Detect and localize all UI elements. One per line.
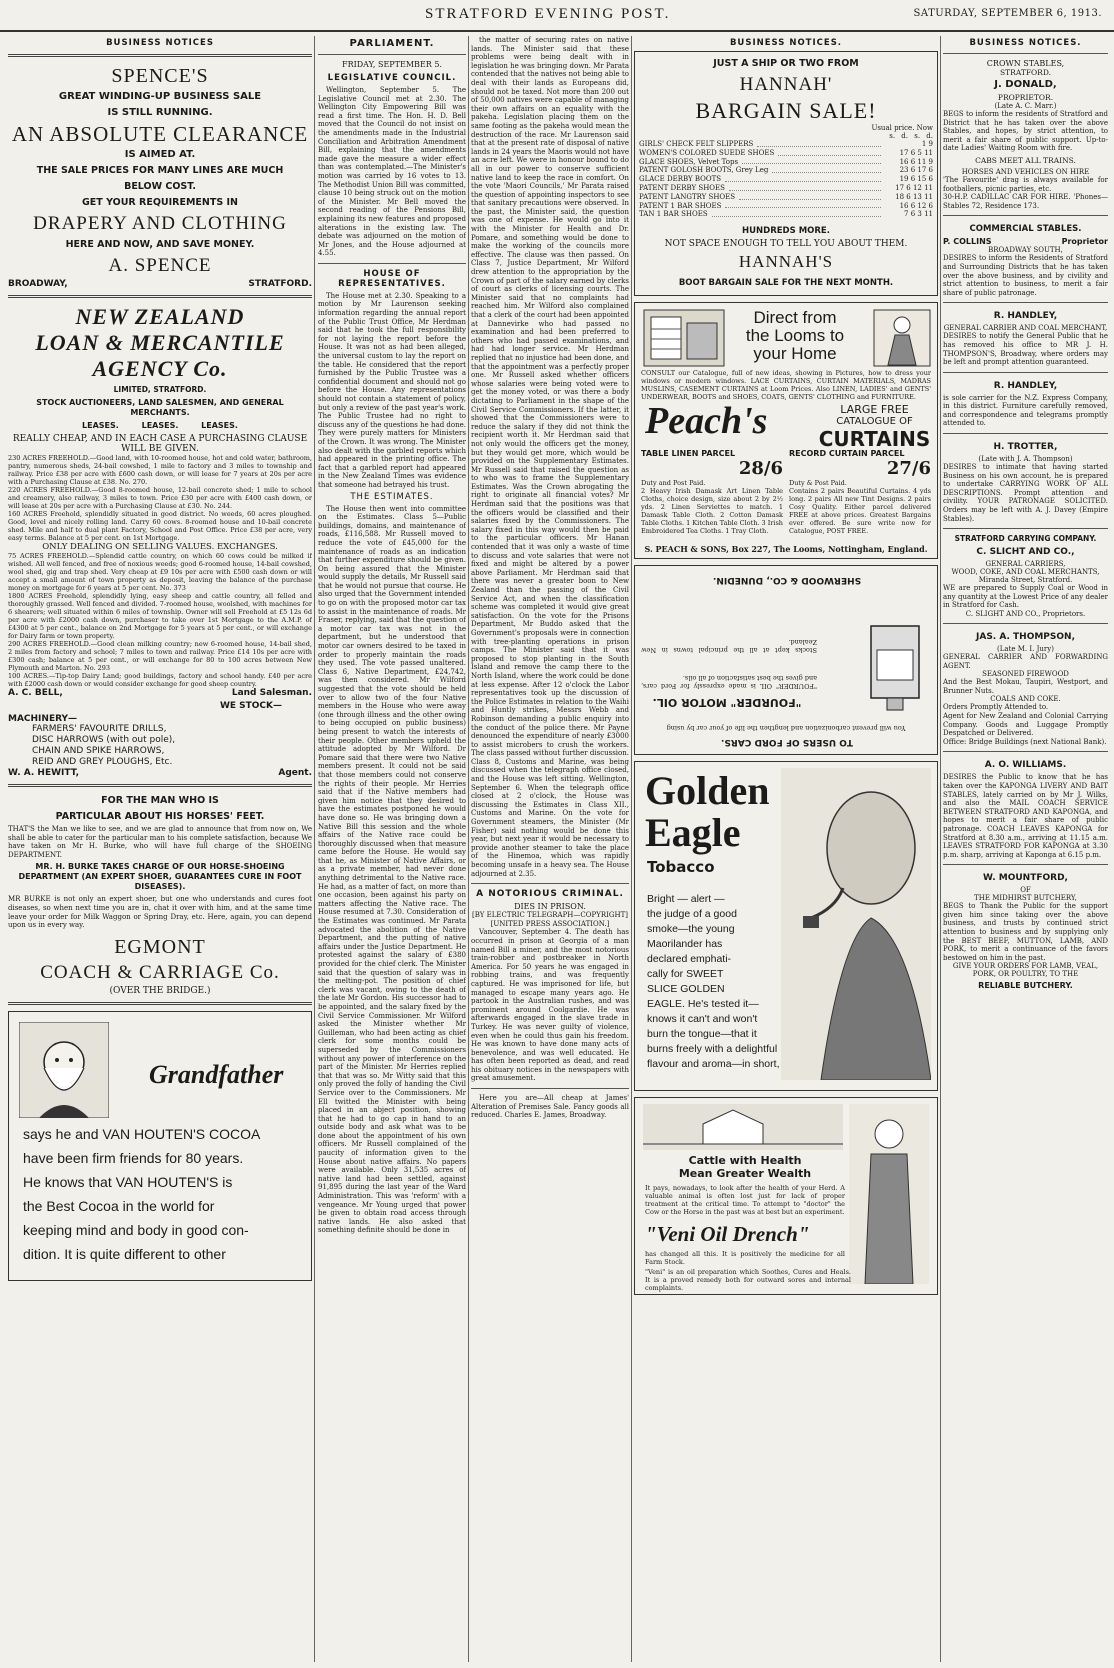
horse-heading: FOR THE MAN WHO IS bbox=[101, 795, 219, 806]
crown-cabs: CABS MEET ALL TRAINS. bbox=[975, 155, 1076, 165]
veni-body: has changed all this. It is positively the medicine for all Farm Stock. bbox=[645, 1250, 845, 1267]
nzl-listing: 75 ACRES FREEHOLD.—Splendid cattle country, on which 60 cows could be milked if wished. All well fenced, and free of noxious weeds; good 6-roomed house, 14-bail cowshed, wool shed, gig and trap shed. Very cheap at £9 10s per acre with £500 cash down or will accept a small amount of town property as deposit, leaving the balance of the purchase money on mortgage for 6 years at 5 per cent. No. 373 bbox=[8, 552, 312, 592]
eagle-line: burn the tongue—that it bbox=[647, 1028, 757, 1041]
criminal-heading: A NOTORIOUS CRIMINAL. bbox=[476, 889, 624, 900]
oil-can-illustration bbox=[863, 622, 927, 714]
nzl-title: AGENCY Co. bbox=[92, 356, 228, 381]
thompson-body: And the Best Mokau, Taupiri, Westport, and Brunner Nuts. bbox=[943, 678, 1108, 695]
price-values bbox=[885, 149, 933, 158]
price-values bbox=[885, 184, 933, 193]
spence-address bbox=[8, 279, 312, 289]
parliament-header: PARLIAMENT. bbox=[349, 38, 435, 49]
thompson-office: Office: Bridge Buildings (next National Bank). bbox=[943, 737, 1107, 746]
machinery: MACHINERY— bbox=[8, 714, 78, 724]
mountford-name: W. MOUNTFORD, bbox=[983, 873, 1068, 884]
commercial-body: DESIRES to inform the Residents of Stratford and Surrounding Districts that he has taken over the above business, and by civility and strict attention to business, to merit a fair share of public patronage. bbox=[943, 254, 1108, 297]
divider bbox=[8, 295, 312, 298]
agent-role: Land Salesman. bbox=[231, 688, 312, 698]
hannah-more: HUNDREDS MORE. bbox=[742, 226, 830, 237]
loom-icon bbox=[643, 309, 725, 367]
farmer-icon bbox=[849, 1104, 929, 1284]
column-2 bbox=[318, 36, 466, 1662]
divider bbox=[471, 883, 629, 884]
hannah-sale: BARGAIN SALE! bbox=[695, 98, 877, 123]
bridge-note: (OVER THE BRIDGE.) bbox=[109, 985, 211, 996]
thompson-name: JAS. A. THOMPSON, bbox=[976, 632, 1075, 642]
usual-price: 17 6 bbox=[899, 148, 916, 157]
grandfather-line: dition. It is quite different to other bbox=[23, 1245, 226, 1262]
eagle-line: burns freely with a delightful bbox=[647, 1043, 778, 1056]
spence-clearance: AN ABSOLUTE CLEARANCE bbox=[11, 122, 309, 146]
eagle-line: EAGLE. He's tested it— bbox=[647, 998, 759, 1011]
price-item-name: GLACE SHOES, Velvet Tops bbox=[639, 157, 739, 166]
nzl-title: NEW ZEALAND bbox=[75, 304, 245, 329]
veni-heading bbox=[645, 1154, 845, 1180]
spence-line: IS STILL RUNNING. bbox=[107, 107, 213, 118]
divider bbox=[943, 302, 1108, 303]
nzl-leases: LEASES. LEASES. LEASES. bbox=[82, 421, 238, 430]
now-price: 5 11 bbox=[917, 148, 933, 157]
leader-dots bbox=[772, 166, 881, 173]
price-values bbox=[885, 175, 933, 184]
linen-parcel bbox=[641, 449, 783, 535]
price-row bbox=[639, 202, 933, 211]
price-item-name: PATENT 1 BAR SHOES bbox=[639, 201, 722, 210]
eagle-copy bbox=[647, 892, 807, 1072]
usual-price: 7 6 bbox=[904, 210, 916, 219]
eagle-title-line: Eagle bbox=[645, 810, 741, 856]
hannah-name: HANNAH'S bbox=[738, 252, 834, 272]
column-divider bbox=[468, 36, 469, 1662]
divider bbox=[943, 372, 1108, 373]
usual-price: 17 6 bbox=[895, 183, 911, 192]
spence-line: THE SALE PRICES FOR MANY LINES ARE MUCH bbox=[36, 165, 284, 176]
nzl-signature bbox=[8, 688, 312, 698]
price-row bbox=[639, 140, 933, 149]
commercial-location: BROADWAY SOUTH, bbox=[988, 246, 1063, 255]
price-row bbox=[639, 149, 933, 158]
horse-advert bbox=[8, 793, 312, 996]
commercial-name: P. COLLINS bbox=[943, 237, 992, 247]
veni-heading-line: Mean Greater Wealth bbox=[678, 1167, 812, 1181]
usual-price: 16 6 bbox=[899, 157, 916, 166]
handley-body: is sole carrier for the N.Z. Express Company, in this district. Furniture carefully removed, and correspondence and telegrams promptly attended to. bbox=[943, 393, 1108, 428]
spence-name: SPENCE'S bbox=[111, 65, 209, 87]
machinery-item: CHAIN AND SPIKE HARROWS, bbox=[32, 746, 165, 756]
horse-heading: PARTICULAR ABOUT HIS HORSES' FEET. bbox=[55, 811, 265, 822]
peach-consult: CONSULT our Catalogue, full of new ideas, showing in Pictures, how to dress your windows or modern windows. LACE CURTAINS, CURTAIN MATERIALS, MADRAS MUSLINS, CASEMENT CURTAINS at Loom Prices. Also LINEN, LADIES' and GENTS' UNDERWEAR, BOOTS and SHOES, COATS, GENTS' CLOTHING and FURNITURE. bbox=[641, 369, 931, 402]
slicht-name: C. SLICHT AND CO., bbox=[976, 547, 1075, 558]
slicht-body: WE are prepared to Supply Coal or Wood in any quantity at the Lowest Price of any dealer in Stratford for Cash. bbox=[943, 584, 1108, 610]
thompson-firewood: SEASONED FIREWOOD bbox=[982, 670, 1069, 679]
nzl-title: LOAN & MERCANTILE bbox=[35, 330, 285, 355]
price-item-name: GLACE DERBY BOOTS bbox=[639, 175, 722, 184]
now-price: 15 6 bbox=[917, 175, 933, 184]
price-item-name: GIRLS' CHECK FELT SLIPPERS bbox=[639, 140, 754, 148]
record-title: RECORD CURTAIN PARCEL bbox=[789, 449, 905, 459]
masthead-rule bbox=[0, 30, 1114, 32]
eagle-tobacco: Tobacco bbox=[647, 858, 715, 877]
column-divider bbox=[631, 36, 632, 1662]
hannah-space: NOT SPACE ENOUGH TO TELL YOU ABOUT THEM. bbox=[664, 239, 908, 250]
leader-dots bbox=[739, 193, 881, 200]
handley-body: DESIRES to notify the General Public that he has removed his office to MR J. H. THOMPSON'S, Broadway, where orders may be left and prompt attention guaranteed. bbox=[943, 332, 1108, 367]
spence-drapery: DRAPERY AND CLOTHING bbox=[33, 213, 287, 234]
thompson-body: Orders Promptly Attended to. bbox=[943, 703, 1049, 712]
divider bbox=[943, 433, 1108, 434]
ford-advert bbox=[634, 565, 938, 755]
slicht-signature: C. SLIGHT AND CO., Proprietors. bbox=[965, 610, 1086, 618]
leader-dots bbox=[725, 202, 881, 209]
agent-name: A. C. BELL, bbox=[8, 688, 63, 698]
spence-advert bbox=[8, 63, 312, 289]
loom-illustration bbox=[643, 309, 725, 367]
farm-house-icon bbox=[643, 1104, 843, 1150]
price-row bbox=[639, 184, 933, 193]
article-text: Wellington, September 5. The Legislative Council met at 2.30. The Wellington City Empowering Bill was read a first time. The Hon. H. D. Bell moved that the Council do not insist on the amendments made in the Industrial Conciliation and Arbitration Amendment Bill, explaining that the amendments made gave the measure a wider effect than was contemplated.—The Minister's motion was carried by 16 votes to 13. The Methodist Union Bill was committed, clause 10 being struck out on the motion of the Minister. Mr Bell moved the second reading of the Pensions Bill, explaining its new features and proposed alterations in the existing law. The debate was adjourned on the motion of Mr Jones, and the House adjourned at 4.55. bbox=[318, 86, 466, 258]
usual-price: 18 6 bbox=[895, 192, 911, 201]
crown-role: PROPRIETOR. bbox=[997, 93, 1054, 102]
article-text: Vancouver, September 4. The death has occurred in prison at Georgia of a man named Bill a miner, and the most notorious train-robber and postbreaker in North America. For 50 years he was engaged in robbing trains, and was frequently captured. He was imprisoned for life, but managed to escape many years ago. He partook in the Australian rushes, and was prominent around Coolgardie. He was afterwards engaged in the slave trade in Turkey. He was never guilty of violence, even when he could thus gain his freedom. He was known to have done many acts of benevolence, and was well educated. He has often been reported as dead, and read his obituary notices in the newspapers with great amusement. bbox=[471, 928, 629, 1083]
price-item-name: PATENT DERBY SHOES bbox=[639, 183, 725, 192]
spence-line: GET YOUR REQUIREMENTS IN bbox=[82, 197, 238, 208]
trotter-name: H. TROTTER, bbox=[993, 442, 1058, 453]
price-values bbox=[885, 158, 933, 167]
handley-name: R. HANDLEY, bbox=[993, 380, 1058, 391]
parliament-date: FRIDAY, SEPTEMBER 5. bbox=[342, 60, 442, 69]
mountford-of: OF bbox=[1020, 886, 1031, 895]
eagle-line: Maorilander has bbox=[647, 938, 723, 951]
mountford-signature: RELIABLE BUTCHERY. bbox=[978, 981, 1073, 991]
eagle-line: SLICE GOLDEN bbox=[647, 983, 725, 996]
direct-line: Direct from bbox=[753, 308, 837, 328]
parliament-subheading: HOUSE OF REPRESENTATIVES. bbox=[338, 268, 446, 289]
agent-name: W. A. HEWITT, bbox=[8, 768, 80, 778]
spence-address-right: STRATFORD. bbox=[248, 279, 312, 289]
commercial-heading: COMMERCIAL STABLES. bbox=[969, 224, 1082, 235]
trotter-body: DESIRES to intimate that having started Business on his own account, he is prepared to undertake CARRYING WORK OF ALL DESCRIPTIONS. Prompt attention and civility. YOUR PATRONAGE SOLICITED. Orders may be left with A. J. Davey (Empire Stables). bbox=[943, 463, 1108, 523]
price-values bbox=[885, 202, 933, 211]
egmont-title: EGMONT bbox=[114, 935, 206, 958]
nzl-cheap: REALLY CHEAP, AND IN EACH CASE A PURCHASING CLAUSE WILL BE GIVEN. bbox=[12, 434, 308, 454]
divider bbox=[943, 53, 1108, 54]
column-3 bbox=[471, 36, 629, 1662]
spence-line: GREAT WINDING-UP BUSINESS SALE bbox=[58, 91, 262, 102]
direct-headline bbox=[735, 309, 855, 363]
williams-body: DESIRES the Public to know that he has taken over the KAPONGA LIVERY AND BAIT STABLES, lately carried on by Mr J. Wilks, and also the MAIL COACH SERVICE BETWEEN STRATFORD AND KAPONGA, and hopes to merit a fair share of public patronage. COACH LEAVES KAPONGA for Stratford at 8.30 a.m., arriving at 11.15 a.m. LEAVES STRATFORD FOR KAPONGA at 3.30 p.m. sharp, arriving at Kaponga at 6.15 p.m. bbox=[943, 773, 1108, 859]
horse-body: MR BURKE is not only an expert shoer, but one who understands and cures foot diseases, so when next time you are in, chat it over with him, and at the same time leave your order for Milk Waggon or Spring Dray, etc. Here, again, you can depend upon us in every way. bbox=[8, 895, 312, 930]
commercial-name-row bbox=[943, 237, 1108, 246]
divider bbox=[8, 54, 312, 57]
nzl-listing: 220 ACRES FREEHOLD.—Good 8-roomed house, 12-bail concrete shed; 1 mile to school and creamery, also railway, 3 miles to town. Price £30 per acre with £400 cash down, or will lease at 20s per acre with a Purchasing Clause at £30. No. 244. bbox=[8, 486, 312, 510]
leader-dots bbox=[725, 175, 881, 182]
column-header: BUSINESS NOTICES. bbox=[969, 38, 1082, 48]
divider bbox=[943, 215, 1108, 216]
ford-maker: SHERWOOD & CO., DUNEDIN. bbox=[712, 575, 862, 586]
slicht-location: Miranda Street, Stratford. bbox=[978, 576, 1073, 585]
criminal-byline: [BY ELECTRIC TELEGRAPH—COPYRIGHT] [UNITED PRESS ASSOCIATION.] bbox=[472, 911, 628, 928]
column-header: BUSINESS NOTICES bbox=[106, 38, 214, 48]
peach-catalogue bbox=[817, 403, 932, 451]
price-item-name: WOMEN'S COLORED SUEDE SHOES bbox=[639, 148, 775, 157]
now-price: 13 11 bbox=[912, 192, 933, 201]
column-5 bbox=[943, 36, 1108, 1662]
price-values bbox=[885, 210, 933, 219]
usual-price: 19 6 bbox=[899, 175, 916, 184]
record-parcel bbox=[789, 449, 931, 535]
article-text: Here you are—All cheap at James' Alteration of Premises Sale. Fancy goods all reduced. Charles E. James, Broadway. bbox=[471, 1094, 629, 1120]
horse-body: THAT'S the Man we like to see, and we are glad to announce that from now on, We shall be able to cater for the particular man to his complete satisfaction, because We have taken on Mr H. Burke, who will have full charge of the SHOEING DEPARTMENT. bbox=[8, 825, 312, 859]
mountford-cta: GIVE YOUR ORDERS FOR LAMB, VEAL, PORK, OR POULTRY, TO THE bbox=[952, 962, 1099, 979]
williams-name: A. O. WILLIAMS. bbox=[984, 760, 1067, 771]
nzl-listing: 100 ACRES.—Tip-top Dairy Land; good buildings, factory and school handy. £40 per acre with £2000 cash down or would consider exchange for good sheep country. bbox=[8, 672, 312, 688]
grandfather-text bbox=[23, 1122, 303, 1266]
ford-line: "FOURDER" OIL is made expressly for Ford cars, and gives the best satisfaction of all oils. bbox=[641, 674, 817, 691]
nzl-listing: 1800 ACRES Freehold, splendidly lying, easy sheep and cattle country, all felled and thoroughly grassed. Well fenced and divided. 7-roomed house, woolshed, with machines for 6 shearers; well situated within 6 miles of township. Owner will sell Freehold at £5 12s 6d per acre with £2000 cash down, purchaser to take over 1st Mortgage to the A.M.P. of £4300 at 5 per cent., balance on 2nd Mortgage for 5 years at 5 per cent., or will exchange for Dairy farm or town property. bbox=[8, 592, 312, 640]
divider bbox=[943, 864, 1108, 865]
now-price: 17 6 bbox=[917, 166, 933, 175]
grandfather-advert bbox=[8, 1011, 312, 1281]
now-price: 12 6 bbox=[917, 201, 933, 210]
column-header: BUSINESS NOTICES. bbox=[729, 38, 843, 48]
now-price: 11 9 bbox=[917, 157, 933, 166]
thompson-body: Agent for New Zealand and Colonial Carrying Company. Goods and Luggage Promptly Despatched or Delivered. bbox=[943, 711, 1108, 738]
peach-brand: Peach's bbox=[645, 400, 768, 443]
price-row bbox=[639, 158, 933, 167]
slicht-role: GENERAL CARRIERS, bbox=[985, 560, 1066, 569]
article-text: The House met at 2.30. Speaking to a motion by Mr Laurenson seeking information regarding the annual report of the Public Trust Office, Mr Herdman said that he took the full responsibility for not laying the report before the House. It was not as had been alleged, the universal custom to lay the report on the table. He considered that the report furnished by the Public Trustee was a confidential document and should not go before the House. Any representations should not contain a statement of policy, but only a review of the past year's work. The Public Trustee had no right to discuss any of the questions he had done. They were purely matters for Ministers of the Crown. It was wrong. The Minister also dealt with the garbled reports which had appeared in the printing office. The fact that a garbled report had appeared in the New Zealand Times was evidence that someone had betrayed his trust. bbox=[318, 291, 466, 489]
leader-dots bbox=[712, 210, 881, 217]
newspaper-title: STRATFORD EVENING POST. bbox=[425, 6, 671, 22]
divider bbox=[943, 528, 1108, 529]
grandfather-line: says he and VAN HOUTEN'S COCOA bbox=[23, 1125, 261, 1142]
parliament-subheading: THE ESTIMATES. bbox=[350, 491, 434, 502]
hannah-name: HANNAH' bbox=[739, 74, 833, 95]
divider bbox=[8, 784, 312, 787]
ford-line: Stocks kept at all the principal towns in New Zealand. bbox=[641, 638, 817, 655]
eagle-line: smoke—the young bbox=[647, 923, 735, 936]
nzl-stock: STOCK AUCTIONEERS, LAND SALESMEN, AND GENERAL MERCHANTS. bbox=[36, 398, 284, 417]
parliament-subheading: LEGISLATIVE COUNCIL. bbox=[327, 73, 457, 83]
hewitt-signature bbox=[8, 768, 312, 778]
price-values bbox=[885, 140, 933, 149]
ford-line: You will prevent carbonization and lengthen the life of your car by using bbox=[666, 724, 906, 733]
spence-line: IS AIMED AT. bbox=[124, 149, 196, 160]
farmer-illustration bbox=[849, 1104, 929, 1284]
catalogue-curtains: CURTAINS bbox=[818, 427, 931, 452]
spence-line: HERE AND NOW, AND SAVE MONEY. bbox=[65, 239, 255, 250]
linen-body: 2 Heavy Irish Damask Art Linen Table Cloths, choice design, size about 2 by 2½ yds. 2 Linen Serviettes to match. 1 Damask Table Cloth. 2 Cotton Damask Table Cloths. 1 Kitchen Table Cloth. 3 Irish Embroidered Tea Cloths. 1 Tray Cloth. bbox=[641, 487, 783, 536]
column-divider bbox=[940, 36, 941, 1662]
commercial-role: Proprietor bbox=[1061, 237, 1108, 247]
grandfather-line: the Best Cocoa in the world for bbox=[23, 1197, 215, 1214]
column-divider bbox=[314, 36, 315, 1662]
column-1 bbox=[8, 36, 312, 1662]
peach-footer: S. PEACH & SONS, Box 227, The Looms, Nottingham, England. bbox=[644, 544, 928, 555]
spence-line: BELOW COST. bbox=[124, 181, 196, 192]
divider bbox=[8, 1002, 312, 1005]
trotter-late: (Late with J. A. Thompson) bbox=[978, 455, 1073, 464]
price-values bbox=[885, 166, 933, 175]
crown-cadillac: 30-H.P. CADILLAC CAR FOR HIRE. 'Phones—Stables 72, Residence 173. bbox=[943, 193, 1108, 210]
catalogue-line: LARGE FREE bbox=[840, 403, 909, 417]
price-item-name: TAN 1 BAR SHOES bbox=[639, 210, 708, 219]
crown-horses: HORSES AND VEHICLES ON HIRE bbox=[961, 167, 1090, 176]
now-price: 12 11 bbox=[912, 183, 933, 192]
farm-illustration bbox=[643, 1104, 843, 1150]
issue-date: SATURDAY, SEPTEMBER 6, 1913. bbox=[913, 8, 1102, 19]
eagle-line: flavour and aroma—in short, bbox=[647, 1058, 780, 1071]
machinery-item: REID AND GREY PLOUGHS, Etc. bbox=[32, 757, 173, 767]
grandfather-line: He knows that VAN HOUTEN'S is bbox=[23, 1173, 233, 1190]
crown-body: BEGS to inform the residents of Stratford and District that he has taken over the above Stables, and hopes, by strict attention, to merit a fair share of public support. Up-to-date Ladies' Waiting Room with fire. bbox=[943, 110, 1108, 153]
thompson-body: GENERAL CARRIER AND FORWARDING AGENT. bbox=[943, 653, 1108, 670]
now-price: 1 9 bbox=[921, 140, 933, 148]
peach-advert bbox=[634, 302, 938, 559]
divider bbox=[943, 623, 1108, 624]
leader-dots bbox=[778, 149, 881, 156]
criminal-subheading: DIES IN PRISON. bbox=[514, 902, 586, 912]
catalogue-line: CATALOGUE OF bbox=[836, 416, 913, 428]
nzl-limited: LIMITED, STRATFORD. bbox=[113, 385, 207, 394]
nzl-listing: 230 ACRES FREEHOLD.—Good land, with 10-roomed house, hot and cold water, bathroom, pantry, numerous sheds, 24-bail cowshed, 1 mile to factory and 3 miles to township and railway. Price £38 per acre with £600 cash down, or will lease for 7 years at 20s per acre with a Purchasing Clause at £38. No. 270. bbox=[8, 454, 312, 486]
linen-price: 28/6 bbox=[738, 458, 783, 480]
price-item-name: PATENT LANGTRY SHOES bbox=[639, 192, 736, 201]
masthead bbox=[0, 6, 1114, 32]
golden-eagle-advert bbox=[634, 761, 938, 1091]
crown-location: STRATFORD. bbox=[1000, 68, 1051, 77]
divider bbox=[943, 751, 1108, 752]
column-4 bbox=[634, 36, 938, 1662]
leader-dots bbox=[729, 184, 881, 191]
veni-heading-line: Cattle with Health bbox=[688, 1154, 802, 1168]
divider bbox=[318, 263, 466, 264]
machinery-list bbox=[8, 724, 312, 768]
ford-title: TO USERS OF FORD CARS. bbox=[720, 737, 854, 748]
now-price: 3 11 bbox=[917, 210, 933, 219]
eagle-line: the judge of a good bbox=[647, 908, 737, 921]
record-price: 27/6 bbox=[886, 458, 931, 480]
leader-dots bbox=[742, 158, 881, 165]
linen-sub: Duty and Post Paid. bbox=[641, 479, 706, 488]
handley-role: GENERAL CARRIER AND COAL MERCHANT, bbox=[943, 324, 1108, 333]
burke-heading: MR. H. BURKE TAKES CHARGE OF OUR HORSE-SHOEING DEPARTMENT (AN EXPERT SHOER, GUARANTEES CURE IN FOOT DISEASES). bbox=[18, 862, 302, 892]
coach-title: COACH & CARRIAGE Co. bbox=[40, 961, 280, 983]
eagle-title bbox=[645, 770, 769, 854]
hannah-pre: JUST A SHIP OR TWO FROM bbox=[713, 58, 859, 69]
veni-brand: "Veni Oil Drench" bbox=[645, 1222, 810, 1247]
veni-body: "Veni" is an oil preparation which Soothes, Cures and Heals. It is a proved remedy both for outward sores and internal complaints. bbox=[645, 1268, 851, 1293]
eagle-line: declared emphati- bbox=[647, 953, 732, 966]
price-row bbox=[639, 193, 933, 202]
direct-line: your Home bbox=[753, 344, 837, 364]
record-sub: Duty & Post Paid. bbox=[789, 479, 847, 488]
thompson-late: (Late M. I. Jury) bbox=[997, 645, 1054, 653]
thompson-coals: COALS AND COKE. bbox=[990, 695, 1061, 704]
price-values bbox=[885, 193, 933, 202]
article-text: The House then went into committee on the Estimates. Class 5—Public buildings, domains, and maintenance of roads, £116,588. Mr Russell moved to reduce the vote of £45,000 for the maintenance of roads as an indication that further expenditure should be given. On being assured that the Minister would supply the details, Mr Russell said that he would not pursue that course. He also urged that the Government intended to go on with the proposed motor car tax to assist in the maintenance of roads. Mr Fraser, replying, said that the question of a motor car tax was not in the department, but he understood that motor car owners desired to be taxed in order to properly maintain the roads they used. The vote passed unaltered. Class 6, Native Department, £24,742, was then considered. Mr Wilford suggested that the vote should be held over to allow two of the four Native members in the House who were away (one through illness and the other owing to being occupied on public business) being present to watch the interests of their people. Other members upheld the attitude adopted by Mr Wilford. Dr Pomare said that there were two Native members present. It could not be said that those members could not conserve the rights of their people. Mr Herries said that if the Native members had given him notice that they desired to have the estimates postponed he would have done so. He was bringing down a Native Bill this session and the whole affairs of the Native race could be thoroughly discussed when that measure came before the House. He would say that he, as Minister of Native Affairs, or as a private member, had never done anything detrimental to the Native race. He had, as a matter of fact, on more than one occasion, been against his party on matters affecting the Native race. The House resumed at 7.30. Consideration of the Estimates was continued. Mr Parata advocated the abolition of the Native Department, and the putting of native affairs under the Justice Department. He protested against the salary of £380 provided for the chief clerk. The Minister said that the question of salary was in the melting-pot. The position of chief clerk was vacant, owing to the death of the late Mr Gordon. His successor had to be appointed, and the salary fixed by the Civil Service Commissioner. Mr Wilford asked the Minister whether Mr Guilleman, who had been acting as chief clerk for some months could be superseded by the Commissioners without any power of interference on the part of the Minister. Mr Herries replied that that was so. Mr Witty said that this only proved the folly of handing the Civil Service over to the Commissioners. Mr Ell twitted the Minister with being placed in an abject position, showing that he had to go cap in hand to an outside body and ask what was to be done about the appointment of his own officers. Mr Russell complained of the paucity of information given to the House about native affairs. No papers were available. Only 31,535 acres of native land had been settled, against 91,895 during the last year of the Ward Administration. This was 'reform' with a vengeance. Mr Young urged that power be given to obtain road access through native lands. He also asked that something definite should be done in bbox=[318, 504, 466, 1235]
woman-illustration bbox=[873, 309, 931, 367]
machinery-item: FARMERS' FAVOURITE DRILLS, bbox=[32, 724, 167, 734]
spence-address-left: BROADWAY, bbox=[8, 279, 68, 289]
mountford-shop: THE MIDHIRST BUTCHERY, bbox=[974, 894, 1077, 903]
crown-name: J. DONALD, bbox=[994, 79, 1057, 90]
eagle-line: knows it can't and won't bbox=[647, 1013, 758, 1026]
oil-can-icon bbox=[863, 622, 927, 714]
veni-body: It pays, nowadays, to look after the health of your Herd. A valuable animal is often lost just for lack of proper treatment at the critical time. To attempt to "doctor" the Cow or the Horse in the past was at best but an experiment. bbox=[645, 1184, 845, 1217]
eagle-line: Bright — alert — bbox=[647, 893, 725, 906]
price-header: Usual price. Now bbox=[871, 124, 933, 132]
divider bbox=[471, 1088, 629, 1089]
spence-signature: A. SPENCE bbox=[108, 255, 212, 276]
we-stock: WE STOCK— bbox=[219, 701, 282, 711]
hannah-boot: BOOT BARGAIN SALE FOR THE NEXT MONTH. bbox=[678, 278, 894, 289]
crown-late: (Late A. C. Marr.) bbox=[994, 102, 1057, 110]
agent-role: Agent. bbox=[278, 768, 312, 778]
price-list bbox=[639, 140, 933, 219]
slicht-role: WOOD, COKE, AND COAL MERCHANTS, bbox=[951, 568, 1100, 577]
usual-price: 16 6 bbox=[899, 201, 916, 210]
leader-dots bbox=[757, 140, 881, 147]
usual-price: 23 6 bbox=[899, 166, 916, 175]
linen-title: TABLE LINEN PARCEL bbox=[641, 449, 736, 459]
price-item-name: PATENT GOLOSH BOOTS, Grey Leg bbox=[639, 166, 769, 175]
nzl-advert bbox=[8, 304, 312, 778]
veni-advert bbox=[634, 1097, 938, 1295]
price-row bbox=[639, 166, 933, 175]
nzl-listing: 290 ACRES FREEHOLD.—Good clean milking country; new 6-roomed house, 14-bail shed, 2 miles from factory and school; 7 miles to town and railway. Price £14 10s per acre with £300 cash; balance at 5 per cent., or will exchange for 80 to 100 acres between New Plymouth and Marton. No. 293 bbox=[8, 640, 312, 672]
price-header-units: s. d. s. d. bbox=[889, 132, 933, 140]
hannah-advert bbox=[634, 51, 938, 296]
nzl-listing: 160 ACRES Freehold, splendidly situated in good district. No weeds, 60 acres ploughed. Good, level and nicely rolling land. Carry 60 cows. 8-roomed house and 10-bail concrete shed. Mile and half to dual plant Factory, School and Post Office. Price £38 per acre, very easy terms. Balance at 5 per cent. on 1st Mortgage. bbox=[8, 510, 312, 542]
eagle-title-line: Golden bbox=[645, 768, 770, 814]
direct-line: the Looms to bbox=[745, 326, 845, 346]
slicht-heading: STRATFORD CARRYING COMPANY. bbox=[954, 534, 1097, 544]
price-row bbox=[639, 210, 933, 219]
grandfather-line: have been firm friends for 80 years. bbox=[23, 1149, 244, 1166]
mountford-body: BEGS to Thank the Public for the support given him since taking over the above business, and trusts by continued strict attention to business and by supplying only the BEST BEEF, MUTTON, LAMB, AND PORK, to merit a continuance of the favors bestowed on him in the past. bbox=[943, 902, 1108, 962]
machinery-item: DISC HARROWS (with out pole), bbox=[32, 735, 176, 745]
grandfather-title: Grandfather bbox=[149, 1059, 284, 1089]
record-body: Contains 2 pairs Beautiful Curtains. 4 yds long. 2 pairs All new Tint Designs. 2 pairs Cosy Quality. Either parcel delivered FREE at above prices. Greatest Bargains ever offered. Be sure write now for Catalogue, POST FREE. bbox=[789, 487, 931, 536]
grandfather-illustration-icon bbox=[19, 1022, 109, 1118]
price-row bbox=[639, 175, 933, 184]
grandfather-line: keeping mind and body in good con- bbox=[23, 1221, 249, 1238]
crown-heading: CROWN STABLES, bbox=[986, 59, 1065, 68]
grandfather-portrait bbox=[19, 1022, 109, 1118]
ford-product: "FOURDER" MOTOR OIL. bbox=[652, 696, 802, 710]
crown-fav: 'The Favourite' drag is always available for footballers, picnic parties, etc. bbox=[943, 175, 1108, 193]
handley-name: R. HANDLEY, bbox=[993, 311, 1058, 322]
eagle-line: cally for SWEET bbox=[647, 968, 724, 981]
article-text: the matter of securing rates on native lands. The Minister said that these problems were being dealt with in legislation he was bringing down. Mr Parata contended that the natives not being able to deal with their lands as Europeans did, should not be taxed. Not more than 200 out of 50,000 natives were capable of managing their own affairs on an equality with the pakeha. Legislation placing them on the same footing as the pakeha would mean the destruction of the race. Mr Laurenson said that at the present rate of disposal of native lands in 24 years the Maoris would not have an acre left. We were in honour bound to do all in our power to conserve sufficient native land to keep the race in comfort. On the vote 'Maori Councils,' Mr Parata raised the question of appointing inspectors to see that sanitary precautions were observed. In the past, the Minister said, the question was one of expense. He would go into it with the Minister for Health and Dr. Pomare, and something would be done to make the working of the councils more effective. The clause was then passed. On Class 7, Justice Department, Mr Wilford drew attention to the appropriation by the Crown of part of the salary earned by clerks of court as clerks of licensing courts. The Minister said that no complaints had reached him. Mr Wilford also complained that a clerk of the court had been appointed at Dannevirke who had passed no examination and had been preferred to others who had passed examinations, and had had longer service. Mr Herdman replied that no injustice had been done, and that the appointment was a perfectly proper one. Mr Russell asked whether officers whose salaries were being voted were to get the money voted, or was there a body dictating to Parliament in the shape of the Civil Service Commissioners. If the latter, it showed that the Commissioners were to reduce the salary if they did not think the recipient worth it. Mr Herdman said that not only would the officers get the money, but they would get more, which would be provided on the Supplementary Estimates. Mr Russell said that raised the question as to who was to frame the Supplementary Estimates. Was the Crown abrogating the right to originate all financial votes? Mr Herdman said that the positions was that the officers would be classified and their salaries fixed by the Commissioners. The salary fixed in this way would then be paid to the particular officers. Mr Hanan contended that it was only a waste of time to discuss and vote salaries that were not fixed and might be altered by a power above Parliament. Mr Herdman said that there was never a greater boon to New Zealand than the passing of the Civil Service Act, and when the classification scheme was completed it would give great satisfaction. On the vote for the Prisons Department, Mr Buddo asked that the Government's proposals were in connection with tree-planting operations in prison camps. The Minister said that it was proposed to stop planting in the South Island and remove the camp there to the North Island, where the work could be done at less expense. After 12 o'clock the Labor representatives took up the discussion of the Police Estimates in relation to the Waihi and Huntly strikes, Messrs Webb and Robinson demanding a public enquiry into the conduct of the police there. Mr Payne denounced the expenditure of nearly £3000 to assist microbers to crush the workers. The class passed without further discussion. Class 8, Customs and Marine, was being discussed when the telegraph office closed, and the House was left sitting. Wellington, September 6. When the telegraph office closed at 2 o'clock, the House was discussing the Estimates in Class XII., Customs and Marine. On the vote for Government steamers, the Minister (Mr Fisher) said nothing would be done this year, but next year it would be necessary to provide another steamer to take the place of the Hinemoa, which was rapidly becoming unsafe in a heavy sea. The House adjourned at 2.35. bbox=[471, 36, 629, 878]
nzl-exchanges: ONLY DEALING ON SELLING VALUES. EXCHANGES. bbox=[42, 542, 278, 552]
woman-icon bbox=[873, 309, 931, 367]
divider bbox=[318, 54, 466, 55]
